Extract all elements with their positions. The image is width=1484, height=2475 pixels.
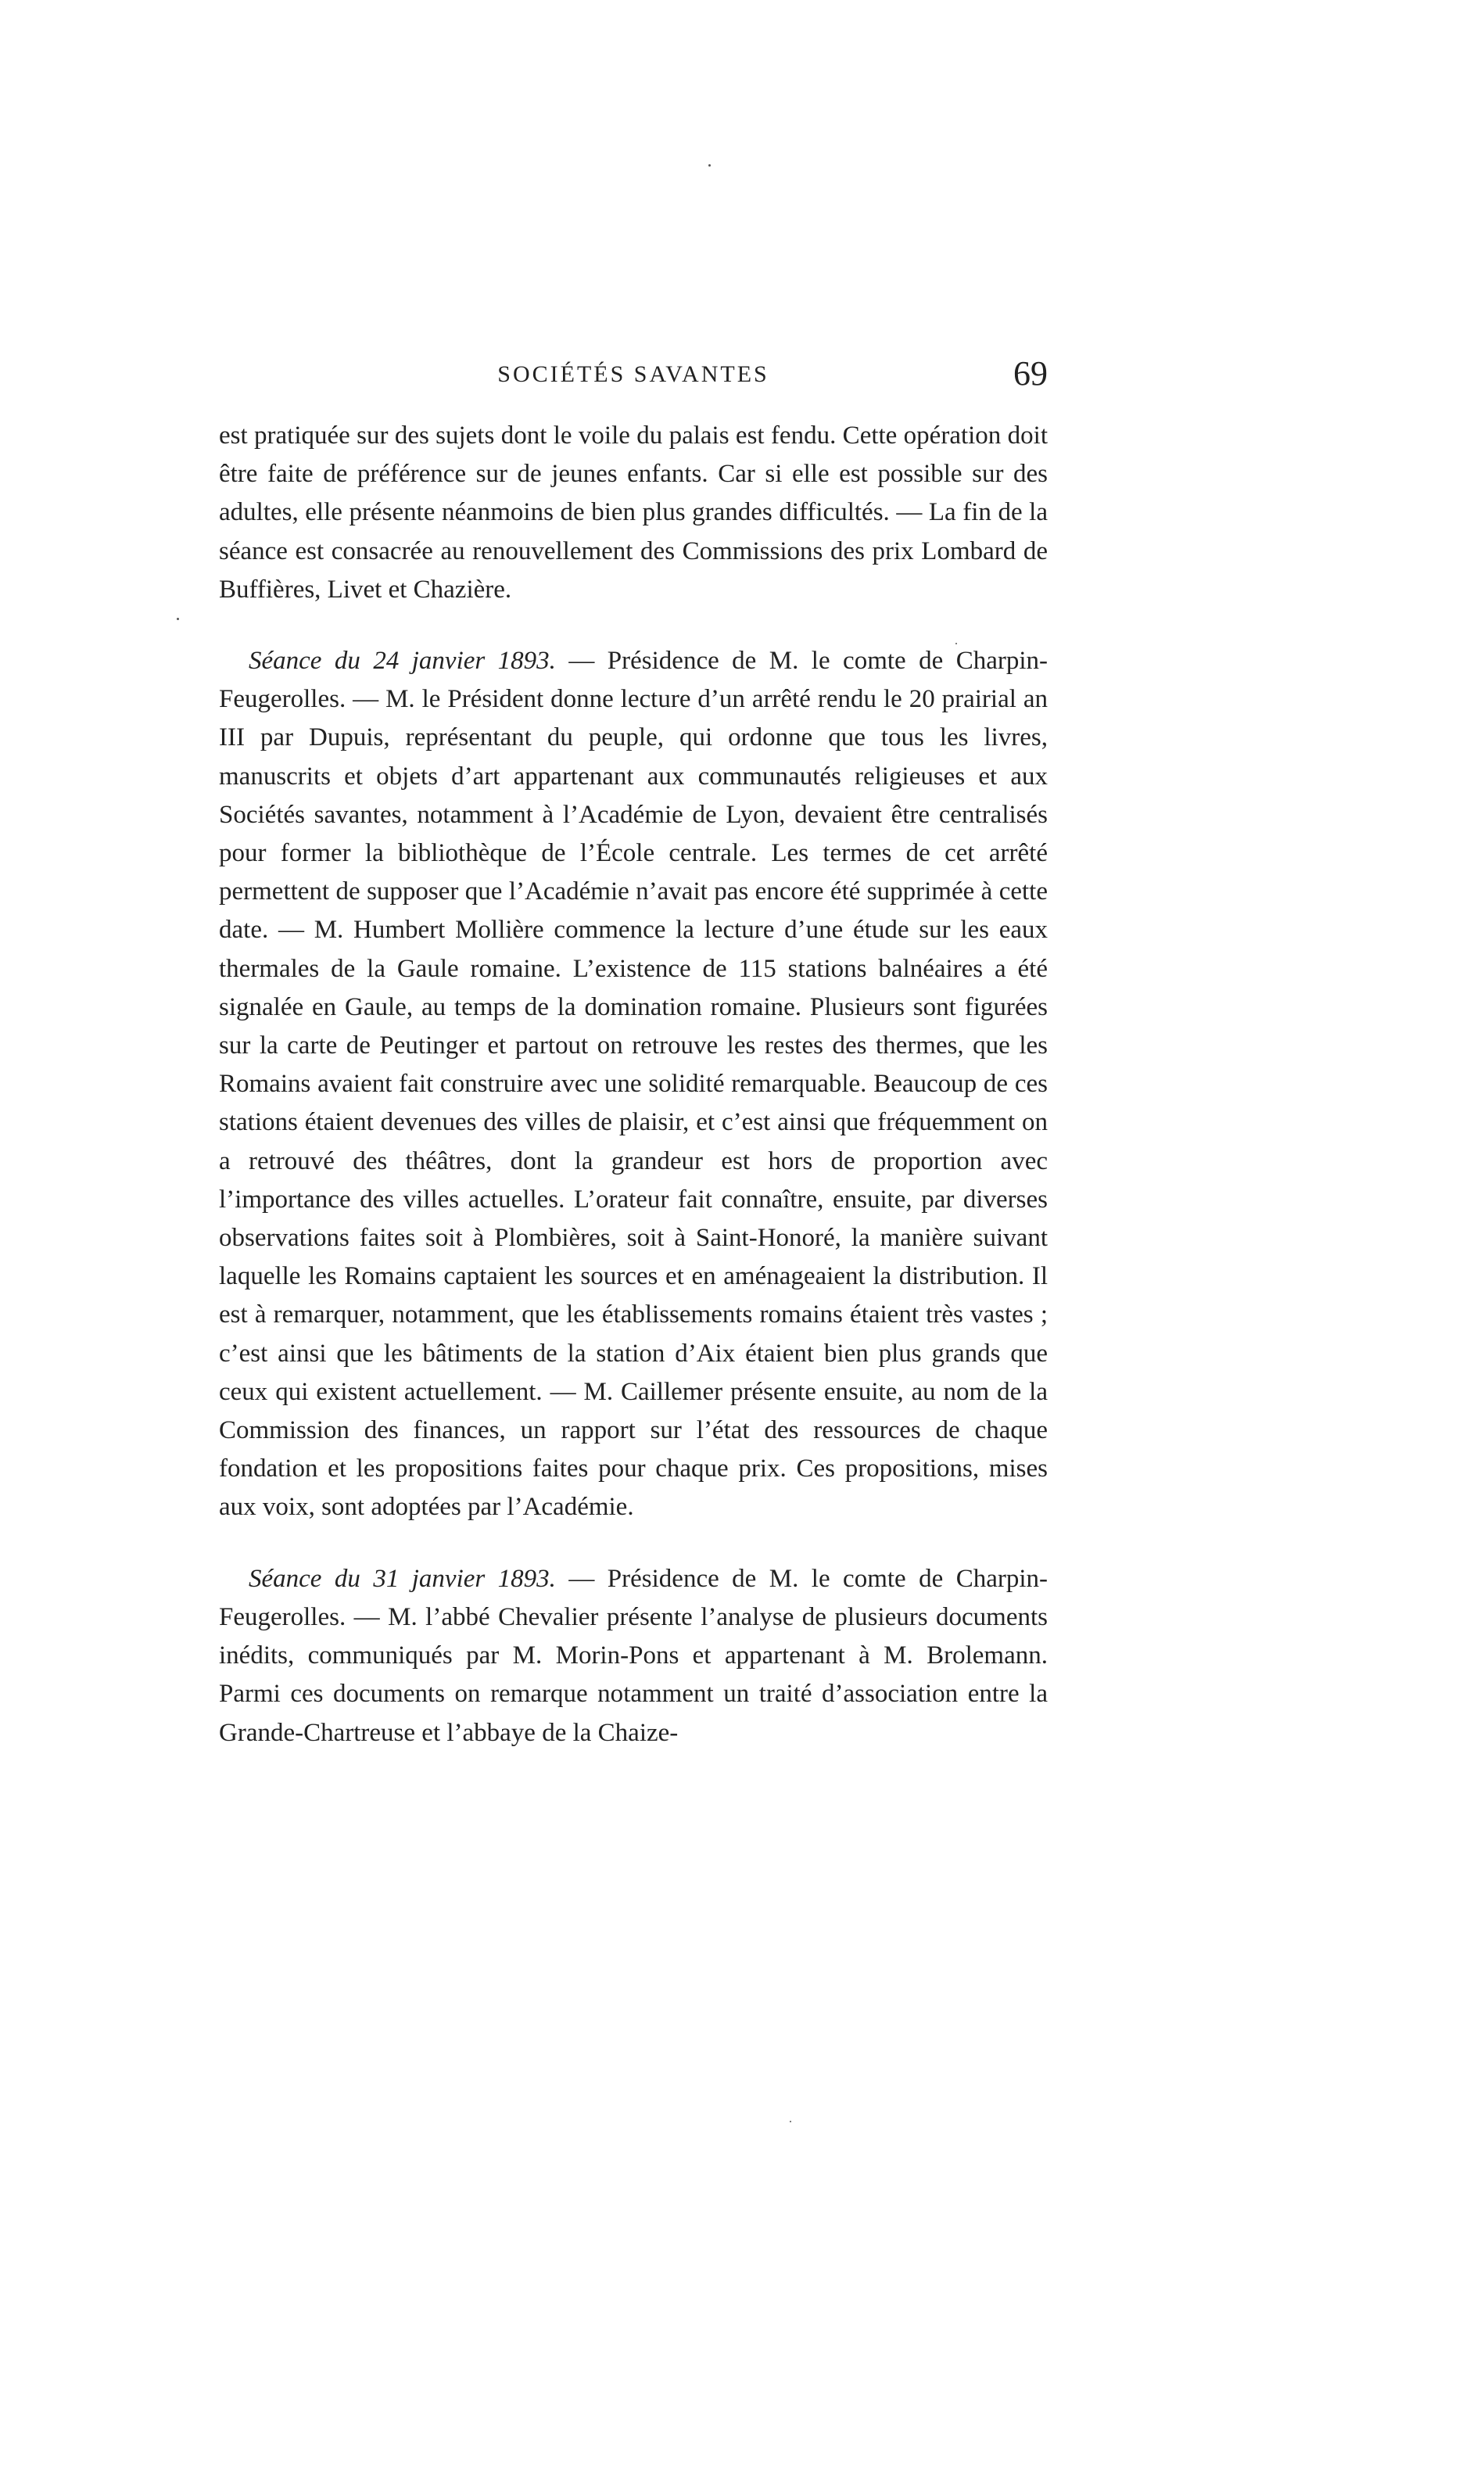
page-number: 69 [1013,354,1048,393]
session-title: Séance du 31 janvier 1893. [249,1564,556,1593]
session-title: Séance du 24 janvier 1893. [249,647,556,676]
page-header [219,353,1048,408]
scan-speck [708,164,711,167]
running-head: SOCIÉTÉS SAVANTES [497,361,769,387]
scan-speck [790,2121,791,2122]
paragraph-text: est pratiquée sur des sujets dont le voile du palais est fendu. Cette opération doit être faite de préférence sur de jeunes enfants. Car si elle est possible sur des adultes, elle présente néanmoins de bien plus grandes difficultés. — La fin de la séance est consacrée au renouvellement des Commissions des prix Lombard de Buffières, Livet et Chazière. [219,421,1048,604]
scan-speck [177,618,179,620]
body-text [219,417,1048,1752]
paragraph-session-31-janvier [219,1560,1048,1752]
paragraph-text: — Présidence de M. le comte de Charpin-Feugerolles. — M. l’abbé Chevalier présente l’analyse de plusieurs documents inédits, communiqués par M. Morin-Pons et appartenant à M. Brolemann. Parmi ces documents on remarque notamment un traité d’association entre la Grande-Chartreuse et l’abbaye de la Chaize- [219,1564,1048,1747]
scan-speck [955,643,957,644]
paragraph-session-24-janvier [219,642,1048,1527]
paragraph-continuation [219,417,1048,609]
paragraph-text: — Présidence de M. le comte de Charpin-Feugerolles. — M. le Président donne lecture d’un arrêté rendu le 20 prairial an III par Dupuis, représentant du peuple, qui ordonne que tous les livres, manuscrits et objets d’art appartenant aux communautés religieuses et aux Sociétés savantes, notamment à l’Académie de Lyon, devaient être centralisés pour former la bibliothèque de l’École centrale. Les termes de cet arrêté permettent de supposer que l’Académie n’avait pas encore été supprimée à cette date. — M. Humbert Mollière commence la lecture d’une étude sur les eaux thermales de la Gaule romaine. L’existence de 115 stations balnéaires a été signalée en Gaule, au temps de la domination romaine. Plusieurs sont figurées sur la carte de Peutinger et partout on retrouve les restes des thermes, que les Romains avaient fait construire avec une solidité remarquable. Beaucoup de ces stations étaient devenues des villes de plaisir, et c’est ainsi que fréquemment on a retrouvé des théâtres, dont la grandeur est hors de proportion avec l’importance des villes actuelles. L’orateur fait connaître, ensuite, par diverses observations faites soit à Plombières, soit à Saint-Honoré, la manière suivant laquelle les Romains captaient les sources et en aménageaient la distribution. Il est à remarquer, notamment, que les établissements romains étaient très vastes ; c’est ainsi que les bâtiments de la station d’Aix étaient bien plus grands que ceux qui existent actuellement. — M. Caillemer présente ensuite, au nom de la Commission des finances, un rapport sur l’état des ressources de chaque fondation et les propositions faites pour chaque prix. Ces propositions, mises aux voix, sont adoptées par l’Académie. [219,647,1048,1522]
